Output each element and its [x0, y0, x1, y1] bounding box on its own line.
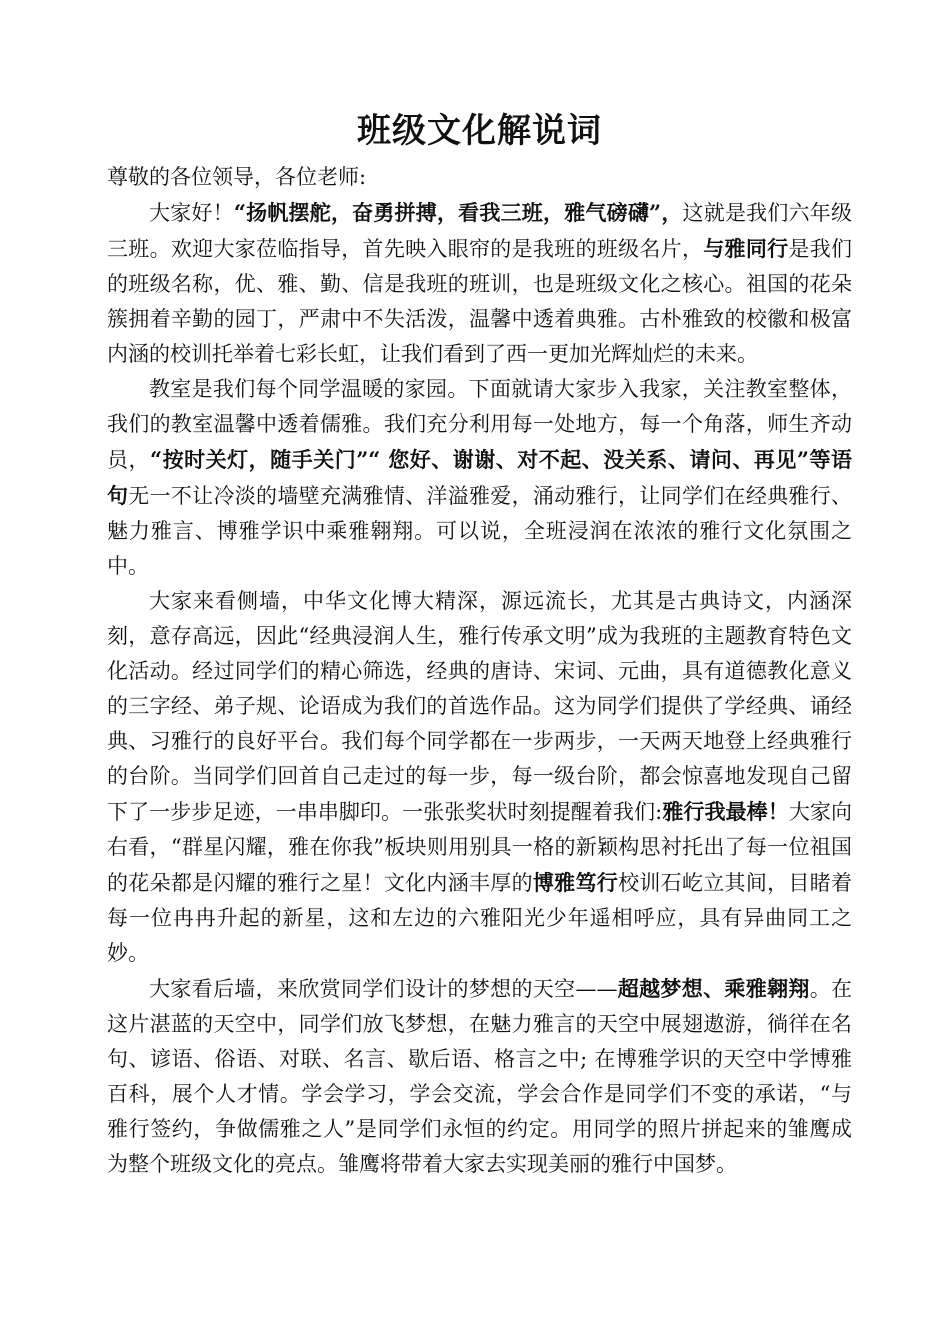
paragraph-text: 是我们的班级名称，优、雅、勤、信是我班的班训，也是班级文化之核心。祖国的花朵簇拥着辛勤的园丁，严肃中不失活泼，温馨中透着典雅。古朴雅致的校徽和极富内涵的校训托举着七彩长虹，让我们看到了西一更加光辉灿烂的未来。 [107, 237, 853, 366]
dream-theme-highlight: 超越梦想、乘雅翱翔 [617, 976, 810, 1001]
paragraph-classroom [107, 372, 852, 584]
paragraph-text: 大家来看侧墙，中华文化博大精深，源远流长，尤其是古典诗文，内涵深刻，意存高远，因此“经典浸润人生，雅行传承文明”成为我班的主题教育特色文化活动。经过同学们的精心筛选，经典的唐诗、宋词、元曲，具有道德教化意义的三字经、弟子规、论语成为我们的首选作品。这为同学们提供了学经典、诵经典、习雅行的良好平台。我们每个同学都在一步两步，一天两天地登上经典雅行的台阶。当同学们回首自己走过的每一步，每一级台阶，都会惊喜地发现自己留下了一步步足迹，一串串脚印。一张张奖状时刻提醒着我们: [107, 589, 852, 824]
document-page [107, 108, 852, 1182]
award-slogan-highlight: 雅行我最棒！ [662, 799, 789, 824]
paragraph-back-wall [107, 971, 852, 1182]
greeting-text: 大家好！ [149, 201, 234, 225]
document-title: 班级文化解说词 [357, 111, 602, 151]
paragraph-text: 。在这片湛蓝的天空中，同学们放飞梦想，在魅力雅言的天空中展翅遨游，徜徉在名句、谚语、俗语、对联、名言、歇后语、格言之中; 在博雅学识的天空中学博雅百科，展个人才情。学会学习，学会交流，学会合作是同学们不变的承诺，“与雅行签约，争做儒雅之人”是同学们永恒的约定。用同学的照片拼起来的雏鹰成为整个班级文化的亮点。雏鹰将带着大家去实现美丽的雅行中国梦。 [107, 977, 853, 1176]
paragraph-text: 无一不让冷淡的墙壁充满雅情、洋溢雅爱，涌动雅行，让同学们在经典雅行、魅力雅言、博雅学识中乘雅翱翔。可以说，全班浸润在浓浓的雅行文化氛围之中。 [107, 484, 852, 578]
paragraph-text: 大家向右看，“群星闪耀，雅在你我”板块则用别具一格的新颖构思衬托出了每一位祖国的花朵都是闪耀的雅行之星！文化内涵丰厚的 [107, 800, 853, 895]
class-name-highlight: 与雅同行 [703, 236, 789, 261]
paragraph-side-wall [107, 584, 852, 971]
paragraph-text: 这就是我们六年级三班。欢迎大家莅临指导，首先映入眼帘的是我班的班级名片， [107, 201, 852, 261]
paragraph-text: 教室是我们每个同学温暖的家园。下面就请大家步入我家，关注教室整体，我们的教室温馨中透着儒雅。我们充分利用每一处地方，每一个角落，师生齐动员， [107, 377, 852, 472]
class-slogan: “扬帆摆舵，奋勇拼搏，看我三班，雅气磅礴”， [233, 200, 683, 225]
paragraph-text: 大家看后墙，来欣赏同学们设计的梦想的天空—— [149, 977, 618, 1001]
paragraph-text: 校训石屹立其间，目睹着每一位冉冉升起的新星，这和左边的六雅阳光少年遥相呼应，具有异曲同工之妙。 [107, 871, 853, 965]
paragraph-welcome [107, 195, 852, 372]
salutation: 尊敬的各位领导，各位老师: [107, 165, 367, 189]
school-motto-highlight: 博雅笃行 [532, 870, 619, 895]
courtesy-phrases-highlight: “按时关灯，随手关门”“ 您好、谢谢、对不起、没关系、请问、再见”等语句 [107, 447, 853, 508]
